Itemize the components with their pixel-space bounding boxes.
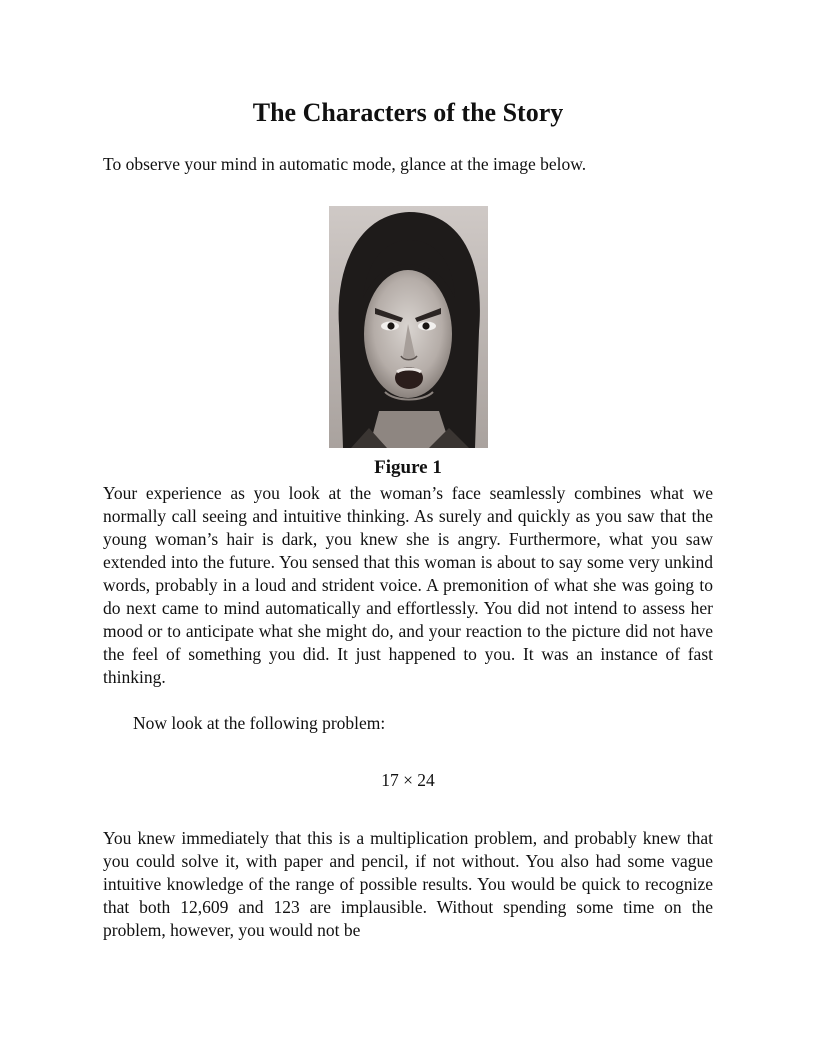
figure-caption: Figure 1 bbox=[374, 457, 442, 478]
angry-woman-face-icon bbox=[329, 206, 488, 448]
paragraph-multiplication: You knew immediately that this is a multiplication problem, and probably knew that you could solve it, with paper and pencil, if not without. You also had some vague intuitive knowledge of the range of possible results. You would be quick to recognize that both 12,609 and 123 are implausible. Without spending some time on the problem, however, you would not be bbox=[103, 828, 713, 940]
multiplication-problem: 17 × 24 bbox=[381, 770, 435, 790]
paragraph-problem-intro: Now look at the following problem: bbox=[133, 713, 386, 733]
paragraph-fast-thinking: Your experience as you look at the woman’s face seamlessly combines what we normally call seeing and intuitive thinking. As surely and quickly as you saw that the young woman’s hair is dark, you knew she is angry. Furthermore, what you saw extended into the future. You sensed that this woman is about to say some very unkind words, probably in a loud and strident voice. A premonition of what she was going to do next came to mind automatically and effortlessly. You did not intend to assess her mood or to anticipate what she might do, and your reaction to the picture did not have the feel of something you did. It just happened to you. It was an instance of fast thinking. bbox=[103, 483, 713, 687]
figure-image bbox=[329, 206, 488, 448]
page-title: The Characters of the Story bbox=[252, 98, 564, 127]
intro-text: To observe your mind in automatic mode, glance at the image below. bbox=[103, 154, 587, 174]
